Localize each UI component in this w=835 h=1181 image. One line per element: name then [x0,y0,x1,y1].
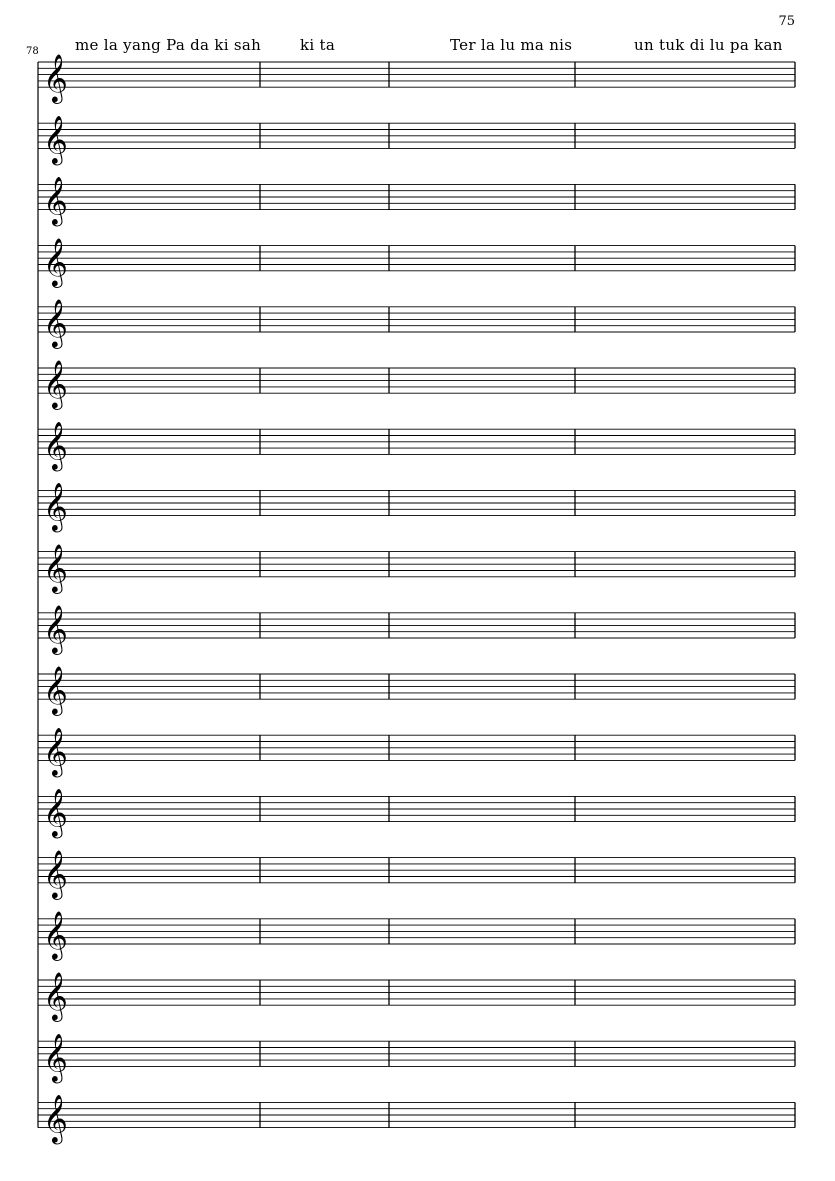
staff [38,114,795,165]
treble-clef-icon: 𝄞 [43,420,68,470]
treble-clef-icon: 𝄞 [43,604,68,653]
treble-clef-icon: 𝄞 [43,236,68,286]
staff [38,237,795,288]
staff [38,849,795,900]
treble-clef-icon: 𝄞 [43,481,68,531]
page-number: 75 [778,14,795,29]
staff [38,788,795,839]
treble-clef-icon: 𝄞 [43,175,68,225]
treble-clef-icon: 𝄞 [43,542,68,592]
lyric-syllables-2: ki ta [300,36,336,54]
staff [38,1032,795,1083]
staff [38,482,795,533]
lyric-syllables-1: me la yang Pa da ki sah [75,36,262,54]
staff [38,604,795,655]
staff [38,298,795,349]
staff [38,1094,795,1145]
staff [38,420,795,471]
treble-clef-icon: 𝄞 [43,726,68,776]
treble-clef-icon: 𝄞 [43,787,68,837]
treble-clef-icon: 𝄞 [43,1032,68,1082]
measure-number: 78 [26,46,39,57]
treble-clef-icon: 𝄞 [43,971,68,1021]
treble-clef-icon: 𝄞 [43,114,68,164]
treble-clef-icon: 𝄞 [43,665,68,715]
treble-clef-icon: 𝄞 [43,53,68,103]
treble-clef-icon: 𝄞 [43,359,68,409]
staff [38,971,795,1022]
staff [38,359,795,410]
staff [38,53,795,104]
staff [38,910,795,961]
staff [38,176,795,227]
treble-clef-icon: 𝄞 [43,910,68,959]
treble-clef-icon: 𝄞 [43,848,68,898]
lyric-syllables-3: Ter la lu ma nis [450,36,573,54]
staff [38,543,795,594]
treble-clef-icon: 𝄞 [43,298,68,347]
lyric-syllables-4: un tuk di lu pa kan [634,36,783,54]
staff [38,726,795,777]
staff [38,665,795,716]
treble-clef-icon: 𝄞 [43,1093,68,1143]
